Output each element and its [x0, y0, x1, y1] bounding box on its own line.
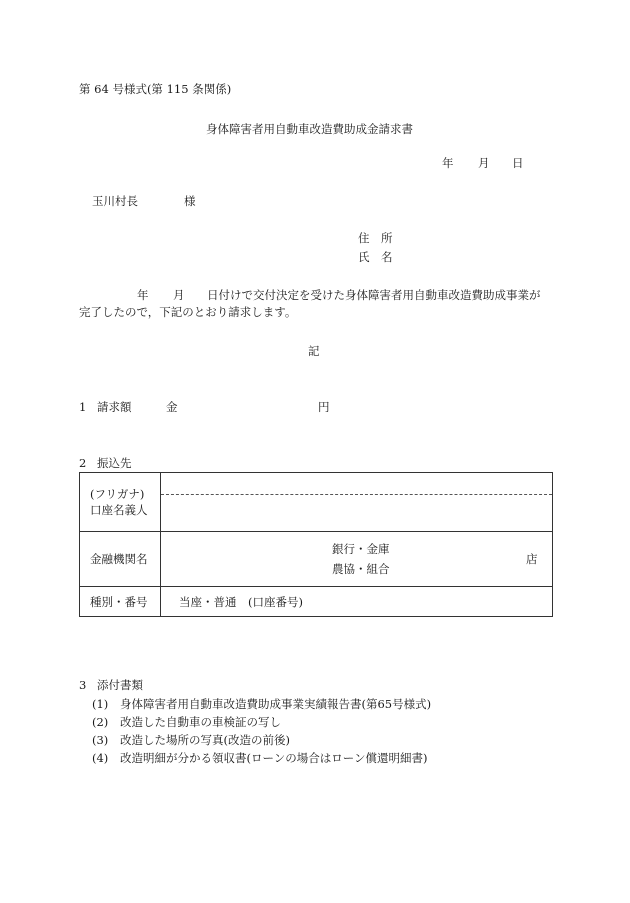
body-year: 年: [137, 288, 149, 302]
date-year: 年: [442, 156, 454, 170]
institution-label: 金融機関名: [90, 552, 148, 566]
attachment-number: (3): [92, 733, 109, 747]
section3-number: 3: [79, 678, 87, 692]
form-number: 第 64 号様式(第 115 条関係): [79, 82, 232, 96]
section1-label: 請求額: [97, 400, 132, 414]
account-holder-row: [80, 473, 552, 532]
account-holder-label: 口座名義人: [90, 503, 148, 517]
type-label: 種別・番号: [90, 595, 148, 609]
attachment-number: (2): [92, 715, 109, 729]
table-column-divider: [160, 473, 161, 616]
name-label: 氏 名: [358, 250, 393, 264]
body-line1: 日付けで交付決定を受けた身体障害者用自動車改造費助成事業が: [207, 288, 541, 302]
kin-label: 金: [166, 400, 178, 414]
attachment-number: (1): [92, 697, 109, 711]
bank-option-1: 銀行・金庫: [332, 542, 390, 556]
institution-row: [80, 532, 552, 587]
account-type-value: 当座・普通 (口座番号): [179, 595, 303, 609]
date-month: 月: [478, 156, 490, 170]
furigana-label: (フリガナ): [90, 487, 145, 501]
addressee-honorific: 様: [184, 194, 196, 208]
section2-number: 2: [79, 456, 87, 470]
body-month: 月: [173, 288, 185, 302]
attachment-text: 改造した場所の写真(改造の前後): [120, 733, 290, 747]
ki-heading: 記: [308, 344, 320, 358]
account-type-row: [80, 587, 552, 616]
address-label: 住 所: [358, 231, 393, 245]
bank-table: [79, 472, 553, 617]
attachment-number: (4): [92, 751, 109, 765]
attachment-text: 身体障害者用自動車改造費助成事業実績報告書(第65号様式): [120, 697, 432, 711]
addressee-name: 玉川村長: [92, 194, 138, 208]
body-line2: 完了したので，下記のとおり請求します。: [79, 305, 297, 319]
section3-label: 添付書類: [97, 678, 143, 692]
furigana-divider: [161, 494, 552, 495]
section1-number: 1: [79, 400, 87, 414]
document-title: 身体障害者用自動車改造費助成金請求書: [206, 122, 413, 136]
attachment-text: 改造した自動車の車検証の写し: [120, 715, 281, 729]
date-day: 日: [512, 156, 524, 170]
section2-label: 振込先: [97, 456, 132, 470]
branch-label: 店: [526, 552, 538, 566]
yen-label: 円: [318, 400, 330, 414]
attachment-text: 改造明細が分かる領収書(ローンの場合はローン償還明細書): [120, 751, 428, 765]
bank-option-2: 農協・組合: [332, 562, 390, 576]
